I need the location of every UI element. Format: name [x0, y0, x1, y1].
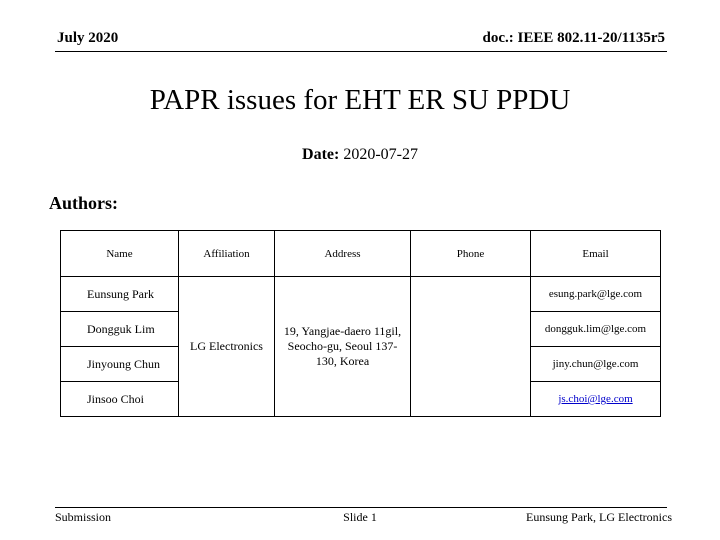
authors-table [60, 230, 661, 417]
header-rule [55, 51, 667, 52]
column-header-email: Email [531, 231, 661, 277]
date-label: Date: [302, 146, 340, 163]
header-doc-id: doc.: IEEE 802.11-20/1135r5 [482, 30, 665, 46]
author-email-link[interactable]: js.choi@lge.com [558, 393, 633, 405]
slide-title: PAPR issues for EHT ER SU PPDU [149, 84, 571, 116]
column-header-address: Address [275, 231, 411, 277]
column-header-affiliation: Affiliation [179, 231, 275, 277]
footer-slide-number: Slide 1 [343, 510, 377, 524]
author-name: Jinyoung Chun [61, 347, 179, 382]
address-cell: 19, Yangjae-daero 11gil, Seocho-gu, Seoul 137-130, Korea [275, 277, 411, 417]
authors-heading: Authors: [49, 193, 119, 213]
author-email: jiny.chun@lge.com [531, 347, 661, 382]
author-email: esung.park@lge.com [531, 277, 661, 312]
table-header-row [61, 231, 661, 277]
author-name: Eunsung Park [61, 277, 179, 312]
footer-rule [55, 507, 667, 508]
column-header-phone: Phone [411, 231, 531, 277]
affiliation-cell: LG Electronics [179, 277, 275, 417]
footer-submission: Submission [55, 510, 112, 524]
date-line [0, 146, 720, 164]
phone-cell [411, 277, 531, 417]
author-email: dongguk.lim@lge.com [531, 312, 661, 347]
author-email-cell [531, 382, 661, 417]
column-header-name: Name [61, 231, 179, 277]
date-value: 2020-07-27 [343, 146, 418, 163]
header-date: July 2020 [57, 30, 119, 46]
author-name: Dongguk Lim [61, 312, 179, 347]
author-name: Jinsoo Choi [61, 382, 179, 417]
table-row [61, 277, 661, 312]
footer-author: Eunsung Park, LG Electronics [526, 510, 672, 524]
